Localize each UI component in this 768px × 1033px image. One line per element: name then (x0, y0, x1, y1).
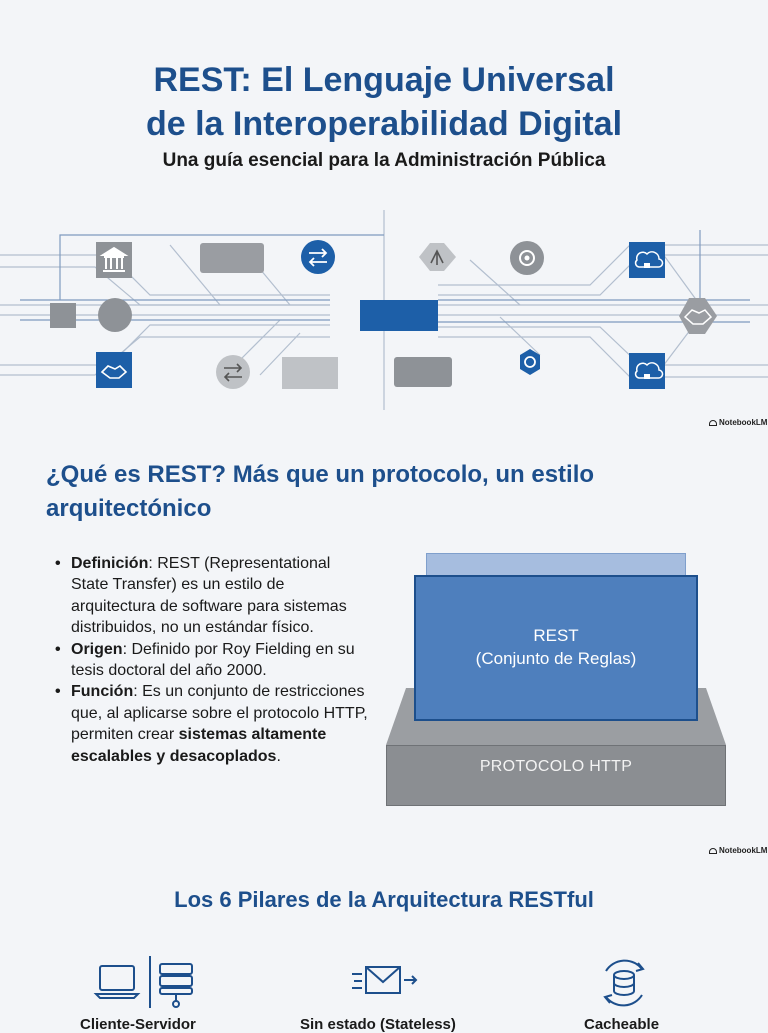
bullet-strong-text: sistemas altamente escalables y desacoplados (71, 726, 327, 765)
client-server-icon (96, 954, 200, 1010)
rest-layer-block (414, 575, 698, 721)
brand-name: NotebookLM (719, 846, 768, 855)
cache-database-icon (596, 955, 652, 1011)
pillar-label-stateless: Sin estado (Stateless) (300, 1016, 456, 1033)
network-illustration (0, 205, 768, 420)
notebooklm-logo-icon (709, 848, 717, 854)
http-base-label: PROTOCOLO HTTP (479, 758, 633, 775)
hero-title-line2: de la Interoperabilidad Digital (145, 105, 623, 143)
brand-name: NotebookLM (719, 418, 768, 427)
section-title-line1: ¿Qué es REST? Más que un protocolo, un estilo (46, 461, 595, 488)
pillar-label-client-server: Cliente-Servidor (80, 1016, 196, 1033)
bullet-end: . (276, 747, 281, 765)
notebooklm-logo-icon (709, 420, 717, 426)
hero-title-line1: REST: El Lenguaje Universal (153, 61, 615, 99)
stateless-message-icon (350, 962, 420, 1002)
bullet-term: Función (71, 683, 134, 701)
bullet-text: : Es un conjunto de restricciones que, al aplicarse sobre el protocolo HTTP, permiten crear (71, 683, 368, 744)
hero-subtitle: Una guía esencial para la Administración Pública (162, 150, 606, 171)
bullet-term: Origen (71, 640, 123, 658)
rest-label-line2: (Conjunto de Reglas) (475, 649, 637, 668)
bullet-definicion (52, 553, 372, 639)
bullet-text: : REST (Representational State Transfer) es un estilo de arquitectura de software para sistemas distribuidos, no un estándar físico. (71, 555, 347, 637)
hero-title (0, 58, 768, 146)
rest-over-http-diagram (384, 548, 729, 813)
definition-list (52, 553, 372, 767)
brand-mark-middle (709, 846, 767, 855)
bullet-text: : Definido por Roy Fielding en su tesis doctoral del año 2000. (71, 640, 355, 680)
rest-label-line1: REST (533, 626, 579, 645)
rest-layer-label (416, 624, 696, 670)
bullet-funcion (52, 681, 372, 767)
pillars-title: Los 6 Pilares de la Arquitectura RESTful (174, 887, 594, 912)
section-title (46, 458, 726, 526)
section-title-line2: arquitectónico (46, 495, 212, 522)
brand-mark-top (709, 418, 767, 427)
bullet-origen (52, 639, 372, 682)
pillar-label-cacheable: Cacheable (584, 1016, 660, 1033)
bullet-term: Definición (71, 555, 149, 572)
